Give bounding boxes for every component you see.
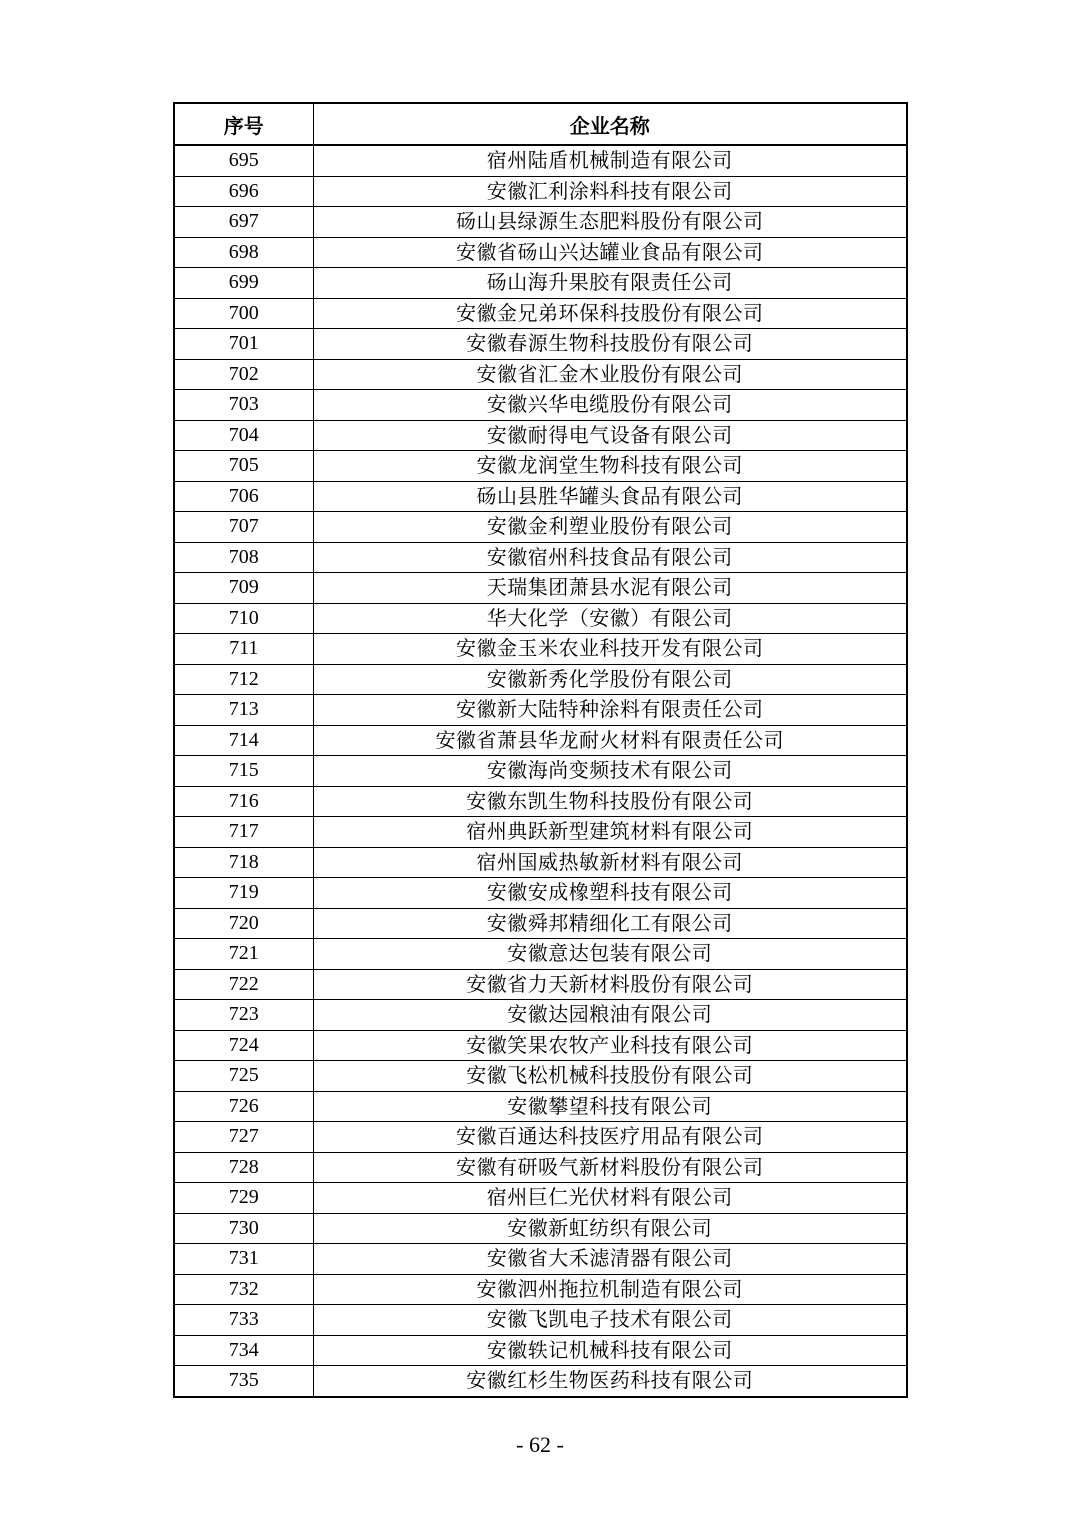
serial-number-cell: 715 <box>174 756 313 787</box>
serial-number-cell: 700 <box>174 298 313 329</box>
company-name-cell: 安徽省萧县华龙耐火材料有限责任公司 <box>313 725 907 756</box>
table-row <box>174 969 907 1000</box>
company-name-cell: 安徽海尚变频技术有限公司 <box>313 756 907 787</box>
serial-number-cell: 719 <box>174 878 313 909</box>
serial-number-cell: 718 <box>174 847 313 878</box>
company-name-cell: 安徽兴华电缆股份有限公司 <box>313 390 907 421</box>
serial-number-cell: 714 <box>174 725 313 756</box>
table-row <box>174 939 907 970</box>
table-row <box>174 481 907 512</box>
serial-number-cell: 704 <box>174 420 313 451</box>
serial-number-cell: 720 <box>174 908 313 939</box>
company-name-cell: 安徽达园粮油有限公司 <box>313 1000 907 1031</box>
company-name-cell: 安徽笑果农牧产业科技有限公司 <box>313 1030 907 1061</box>
company-name-cell: 安徽省力天新材料股份有限公司 <box>313 969 907 1000</box>
table-row <box>174 1122 907 1153</box>
table-row <box>174 1244 907 1275</box>
serial-number-cell: 728 <box>174 1152 313 1183</box>
table-row <box>174 542 907 573</box>
table-row <box>174 329 907 360</box>
company-name-cell: 安徽宿州科技食品有限公司 <box>313 542 907 573</box>
serial-number-cell: 726 <box>174 1091 313 1122</box>
table-row <box>174 1305 907 1336</box>
company-name-cell: 安徽省大禾滤清器有限公司 <box>313 1244 907 1275</box>
serial-number-cell: 707 <box>174 512 313 543</box>
serial-number-cell: 731 <box>174 1244 313 1275</box>
serial-number-cell: 702 <box>174 359 313 390</box>
serial-number-cell: 699 <box>174 268 313 299</box>
company-name-cell: 华大化学（安徽）有限公司 <box>313 603 907 634</box>
company-name-cell: 安徽安成橡塑科技有限公司 <box>313 878 907 909</box>
serial-number-cell: 697 <box>174 207 313 238</box>
table-row <box>174 451 907 482</box>
serial-number-cell: 713 <box>174 695 313 726</box>
table-row <box>174 908 907 939</box>
company-name-cell: 安徽新秀化学股份有限公司 <box>313 664 907 695</box>
company-name-cell: 砀山海升果胶有限责任公司 <box>313 268 907 299</box>
company-name-cell: 安徽攀望科技有限公司 <box>313 1091 907 1122</box>
company-name-cell: 安徽耐得电气设备有限公司 <box>313 420 907 451</box>
company-name-cell: 安徽红杉生物医药科技有限公司 <box>313 1366 907 1397</box>
company-name-cell: 安徽泗州拖拉机制造有限公司 <box>313 1274 907 1305</box>
table-row <box>174 359 907 390</box>
serial-number-cell: 716 <box>174 786 313 817</box>
table-row <box>174 420 907 451</box>
table-row <box>174 695 907 726</box>
table-row <box>174 1213 907 1244</box>
header-company-name: 企业名称 <box>313 103 907 145</box>
company-name-cell: 安徽轶记机械科技有限公司 <box>313 1335 907 1366</box>
serial-number-cell: 725 <box>174 1061 313 1092</box>
header-serial-number: 序号 <box>174 103 313 145</box>
table-row <box>174 1091 907 1122</box>
serial-number-cell: 730 <box>174 1213 313 1244</box>
serial-number-cell: 705 <box>174 451 313 482</box>
company-name-cell: 安徽新虹纺织有限公司 <box>313 1213 907 1244</box>
company-name-cell: 砀山县胜华罐头食品有限公司 <box>313 481 907 512</box>
serial-number-cell: 708 <box>174 542 313 573</box>
serial-number-cell: 710 <box>174 603 313 634</box>
company-name-cell: 安徽金利塑业股份有限公司 <box>313 512 907 543</box>
table-row <box>174 1000 907 1031</box>
table-row <box>174 664 907 695</box>
table-row <box>174 725 907 756</box>
serial-number-cell: 698 <box>174 237 313 268</box>
table-row <box>174 756 907 787</box>
table-row <box>174 176 907 207</box>
table-row <box>174 786 907 817</box>
company-name-cell: 安徽东凯生物科技股份有限公司 <box>313 786 907 817</box>
company-name-cell: 宿州巨仁光伏材料有限公司 <box>313 1183 907 1214</box>
company-name-cell: 宿州陆盾机械制造有限公司 <box>313 145 907 176</box>
table-row <box>174 1061 907 1092</box>
table-row <box>174 634 907 665</box>
company-name-cell: 砀山县绿源生态肥料股份有限公司 <box>313 207 907 238</box>
company-name-cell: 安徽舜邦精细化工有限公司 <box>313 908 907 939</box>
serial-number-cell: 729 <box>174 1183 313 1214</box>
enterprise-table <box>173 102 908 1398</box>
company-name-cell: 安徽有研吸气新材料股份有限公司 <box>313 1152 907 1183</box>
table-row <box>174 1366 907 1397</box>
serial-number-cell: 733 <box>174 1305 313 1336</box>
table-row <box>174 390 907 421</box>
table-row <box>174 1183 907 1214</box>
table-row <box>174 1335 907 1366</box>
company-name-cell: 安徽汇利涂料科技有限公司 <box>313 176 907 207</box>
table-row <box>174 1274 907 1305</box>
company-name-cell: 安徽省汇金木业股份有限公司 <box>313 359 907 390</box>
company-name-cell: 安徽春源生物科技股份有限公司 <box>313 329 907 360</box>
serial-number-cell: 703 <box>174 390 313 421</box>
table-row <box>174 1030 907 1061</box>
serial-number-cell: 696 <box>174 176 313 207</box>
serial-number-cell: 724 <box>174 1030 313 1061</box>
serial-number-cell: 701 <box>174 329 313 360</box>
company-name-cell: 安徽意达包装有限公司 <box>313 939 907 970</box>
company-name-cell: 安徽龙润堂生物科技有限公司 <box>313 451 907 482</box>
table-row <box>174 1152 907 1183</box>
company-name-cell: 安徽省砀山兴达罐业食品有限公司 <box>313 237 907 268</box>
table-row <box>174 847 907 878</box>
table-row <box>174 878 907 909</box>
table-body <box>174 145 907 1397</box>
company-name-cell: 安徽金玉米农业科技开发有限公司 <box>313 634 907 665</box>
serial-number-cell: 712 <box>174 664 313 695</box>
serial-number-cell: 721 <box>174 939 313 970</box>
table-row <box>174 237 907 268</box>
company-name-cell: 天瑞集团萧县水泥有限公司 <box>313 573 907 604</box>
company-name-cell: 安徽飞松机械科技股份有限公司 <box>313 1061 907 1092</box>
table-header-row <box>174 103 907 145</box>
company-name-cell: 安徽新大陆特种涂料有限责任公司 <box>313 695 907 726</box>
serial-number-cell: 717 <box>174 817 313 848</box>
table-row <box>174 573 907 604</box>
serial-number-cell: 695 <box>174 145 313 176</box>
table-row <box>174 268 907 299</box>
company-name-cell: 宿州典跃新型建筑材料有限公司 <box>313 817 907 848</box>
company-name-cell: 宿州国威热敏新材料有限公司 <box>313 847 907 878</box>
serial-number-cell: 706 <box>174 481 313 512</box>
serial-number-cell: 723 <box>174 1000 313 1031</box>
company-name-cell: 安徽百通达科技医疗用品有限公司 <box>313 1122 907 1153</box>
table-row <box>174 298 907 329</box>
serial-number-cell: 711 <box>174 634 313 665</box>
table-row <box>174 145 907 176</box>
serial-number-cell: 735 <box>174 1366 313 1397</box>
serial-number-cell: 732 <box>174 1274 313 1305</box>
serial-number-cell: 709 <box>174 573 313 604</box>
serial-number-cell: 734 <box>174 1335 313 1366</box>
company-name-cell: 安徽飞凯电子技术有限公司 <box>313 1305 907 1336</box>
table-row <box>174 512 907 543</box>
serial-number-cell: 722 <box>174 969 313 1000</box>
company-name-cell: 安徽金兄弟环保科技股份有限公司 <box>313 298 907 329</box>
serial-number-cell: 727 <box>174 1122 313 1153</box>
table-row <box>174 207 907 238</box>
page-number: - 62 - <box>516 1432 564 1457</box>
table-row <box>174 817 907 848</box>
table-row <box>174 603 907 634</box>
